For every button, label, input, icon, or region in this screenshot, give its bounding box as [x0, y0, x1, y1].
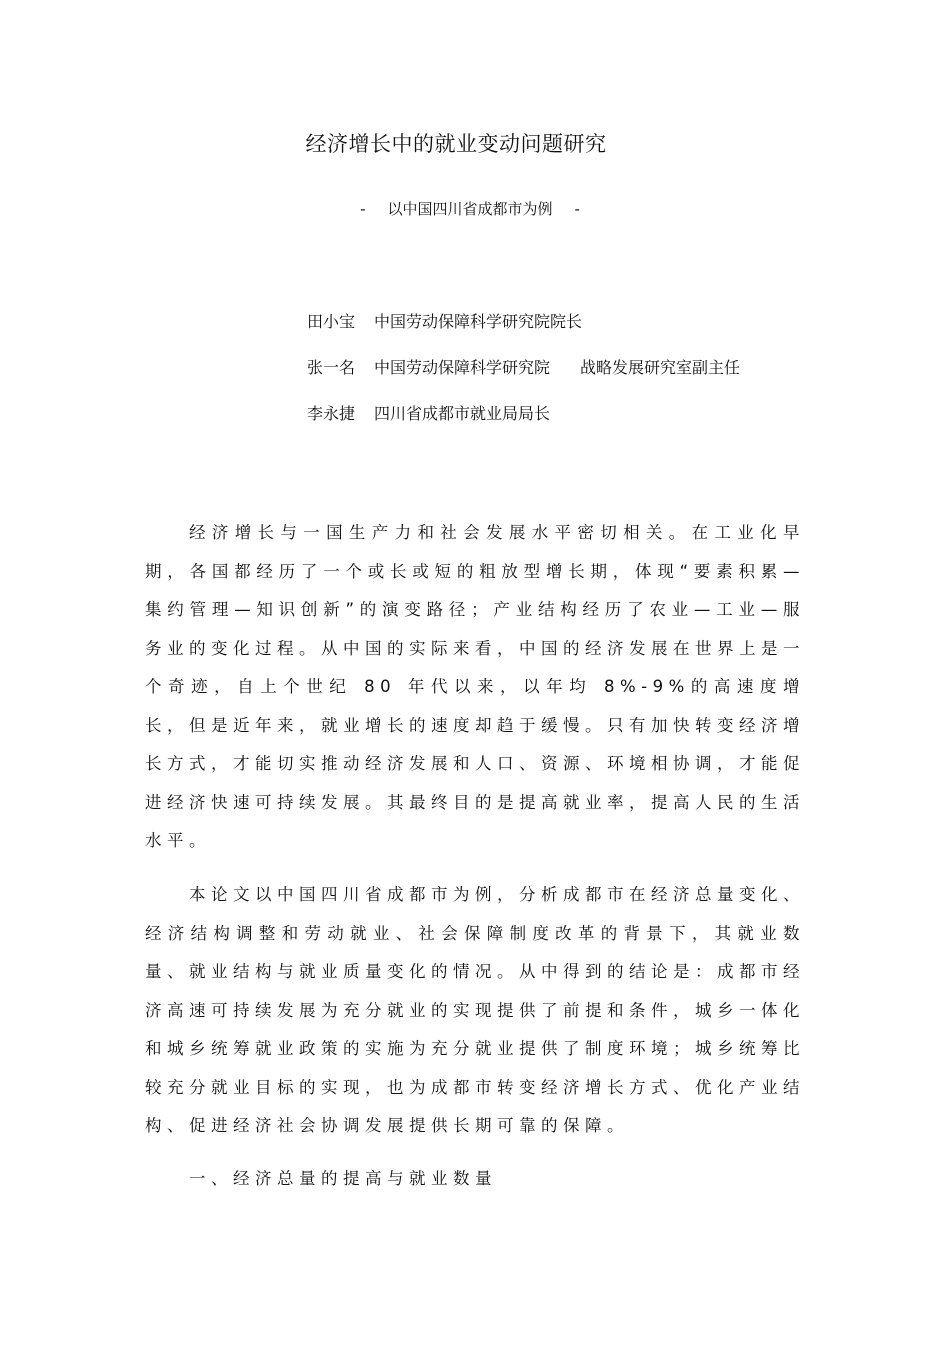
- paper-title: 经济增长中的就业变动问题研究: [305, 132, 607, 156]
- author-row: [307, 356, 740, 402]
- author-name: 田小宝: [307, 312, 356, 331]
- author-affiliation: 中国劳动保障科学研究院院长: [374, 312, 583, 331]
- author-affiliation: 中国劳动保障科学研究院: [374, 358, 551, 377]
- subtitle-text: 以中国四川省成都市为例: [387, 200, 553, 218]
- author-affiliation: 四川省成都市就业局局长: [374, 404, 551, 423]
- body-paragraph: 经济增长与一国生产力和社会发展水平密切相关。在工业化早期，各国都经历了一个或长或短的粗放型增长期，体现“要素积累—集约管理—知识创新”的演变路径；产业结构经历了农业—工业—服务业的变化过程。从中国的实际来看，中国的经济发展在世界上是一个奇迹，自上个世纪 80 年代以来，以年均 8%-9%的高速度增长，但是近年来，就业增长的速度却趋于缓慢。只有加快转变经济增长方式，才能切实推动经济发展和人口、资源、环境相协调，才能促进经济快速可持续发展。其最终目的是提高就业率，提高人民的生活水平。: [145, 523, 805, 850]
- author-list: [307, 310, 740, 448]
- subtitle-dash-right: -: [574, 200, 580, 218]
- author-name: 张一名: [307, 358, 356, 377]
- author-row: [307, 310, 740, 356]
- section-heading: 一、经济总量的提高与就业数量: [189, 1169, 497, 1188]
- subtitle-dash-left: -: [360, 200, 366, 218]
- author-name: 李永捷: [307, 404, 356, 423]
- body-paragraph: 本论文以中国四川省成都市为例，分析成都市在经济总量变化、经济结构调整和劳动就业、社会保障制度改革的背景下，其就业数量、就业结构与就业质量变化的情况。从中得到的结论是：成都市经济高速可持续发展为充分就业的实现提供了前提和条件，城乡一体化和城乡统筹就业政策的实施为充分就业提供了制度环境；城乡统筹比较充分就业目标的实现，也为成都市转变经济增长方式、优化产业结构、促进经济社会协调发展提供长期可靠的保障。: [145, 885, 805, 1135]
- author-affiliation-extra: 战略发展研究室副主任: [580, 358, 741, 377]
- paper-subtitle: [0, 198, 940, 219]
- author-row: [307, 402, 740, 448]
